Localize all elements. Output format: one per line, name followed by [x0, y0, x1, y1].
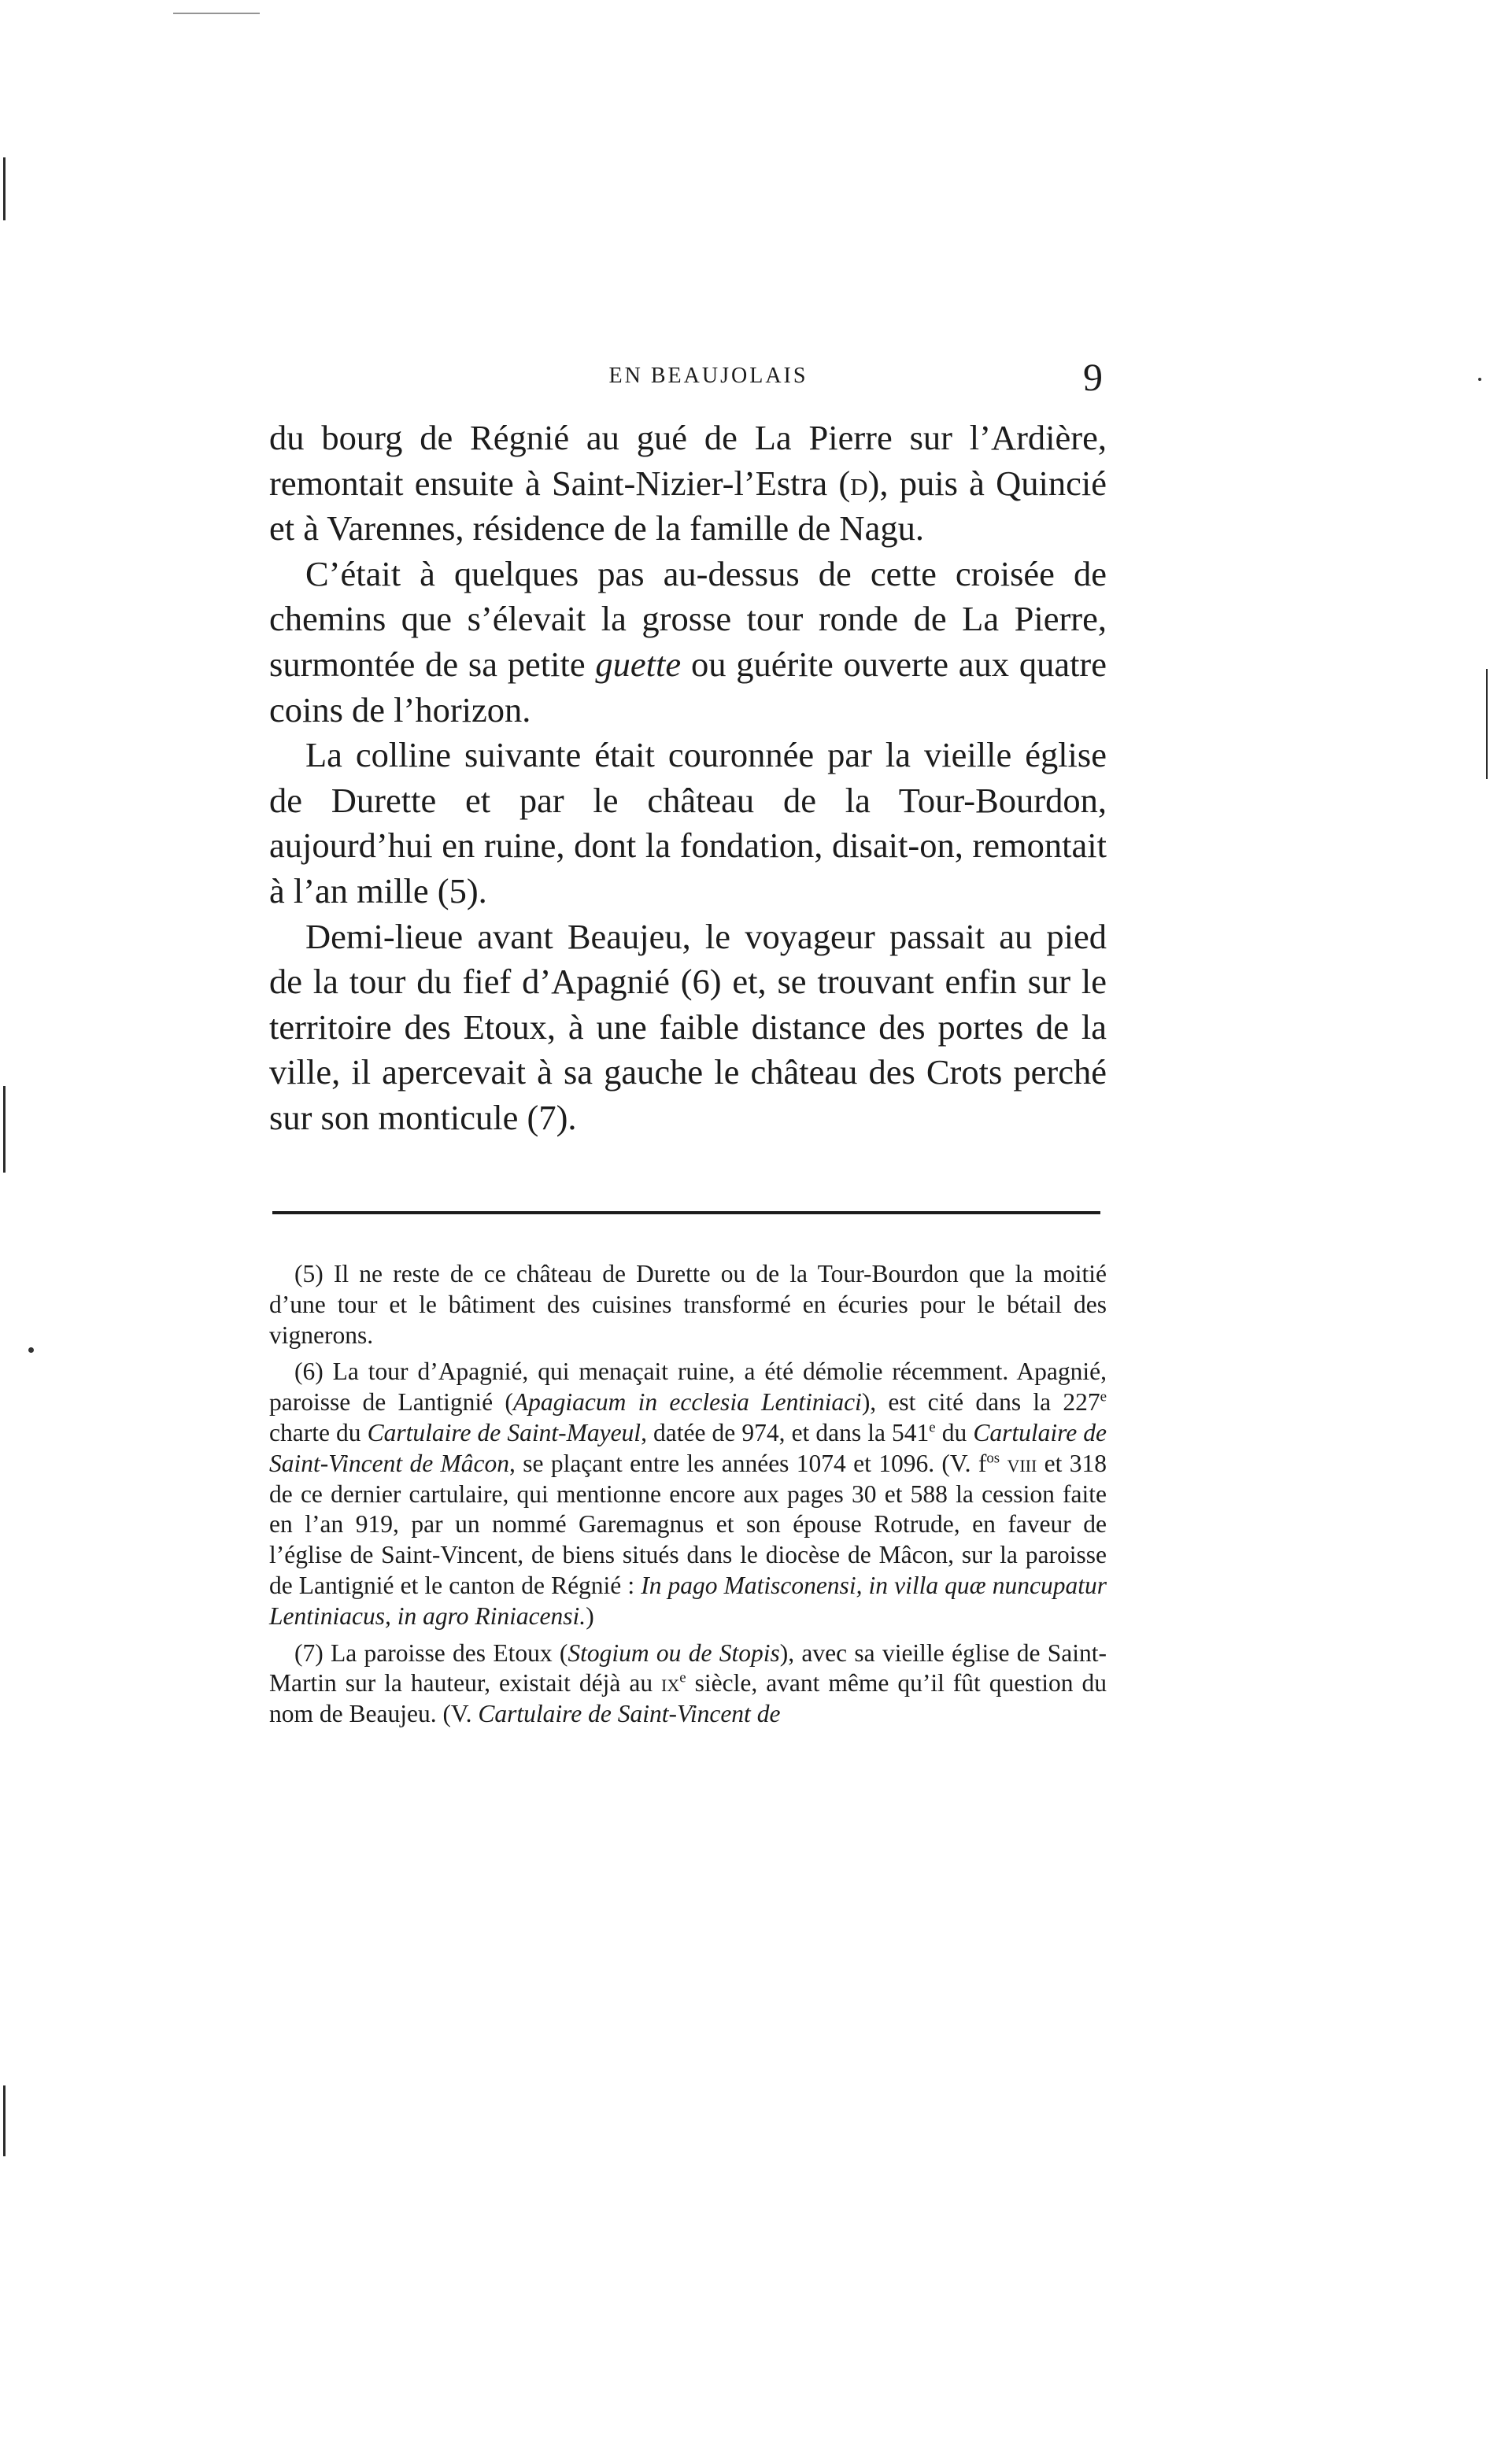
paragraph-4: Demi-lieue avant Beaujeu, le voyageur passait au pied de la tour du fief d’Apagnié (6) et, se trouvant enfin sur le territoire des Etoux, à une faible distance des portes de la ville, il apercevait à sa gauche le château des Crots perché sur son monticule (7). — [269, 916, 1107, 1137]
scan-right-edge-mark — [1486, 669, 1488, 779]
scan-left-edge-mark — [3, 157, 6, 220]
scan-top-edge-mark — [173, 13, 260, 14]
footnotes — [269, 1259, 1107, 1736]
footnote-7: (7) La paroisse des Etoux (Stogium ou de Stopis), avec sa vieille église de Saint-Martin sur la hauteur, existait déjà au $ix^e$ siècle, avant même qu’il fût question du nom de Beaujeu. (V. Cartulaire de Saint-Vincent de — [269, 1638, 1107, 1728]
paragraph-1: du bourg de Régnié au gué de La Pierre sur l’Ardière, remontait ensuite à Saint-Nizier-l’Estra (d), puis à Quincié et à Varennes, résidence de la famille de Nagu. — [269, 418, 1107, 549]
running-head: EN BEAUJOLAIS — [608, 364, 808, 388]
scan-speck — [1478, 378, 1481, 381]
scan-left-edge-mark — [3, 2085, 6, 2156]
scan-speck — [28, 1347, 34, 1353]
paragraph-3: La colline suivante était couronnée par la vieille église de Durette et par le château de la Tour-Bourdon, aujourd’hui en ruine, dont la fondation, disait-on, remontait à l’an mille (5). — [269, 735, 1107, 911]
main-text — [269, 416, 1107, 1141]
paragraph-2: C’était à quelques pas au-dessus de cette croisée de chemins que s’élevait la grosse tour ronde de La Pierre, surmontée de sa petite guette ou guérite ouverte aux quatre coins de l’horizon. — [269, 553, 1107, 730]
footnote-5: (5) Il ne reste de ce château de Durette ou de la Tour-Bourdon que la moitié d’une tour et le bâtiment des cuisines transformé en écuries pour le bétail des vignerons. — [269, 1260, 1107, 1349]
footnote-rule — [272, 1211, 1100, 1214]
scan-left-edge-mark — [3, 1086, 6, 1173]
footnote-6: (6) La tour d’Apagnié, qui menaçait ruine, a été démolie récemment. Apagnié, paroisse de Lantignié (Apagiacum in ecclesia Lentiniaci), est cité dans la 227e charte du Cartulaire de Saint-Mayeul, datée de 974, et dans la 541e du Cartulaire de Saint-Vincent de Mâcon, se plaçant entre les années 1074 et 1096. (V. $f^{os}$ viii et 318 de ce dernier cartulaire, qui mentionne encore aux pages 30 et 588 la cession faite en l’an 919, par un nommé Garemagnus et son épouse Rotrude, en faveur de l’église de Saint-Vincent, de biens situés dans le diocèse de Mâcon, sur la paroisse de Lantignié et le canton de Régnié : In pago Matisconensi, in villa quæ nuncupatur Lentiniacus, in agro Riniacensi.) — [269, 1358, 1107, 1630]
page-number: 9 — [1083, 355, 1103, 399]
